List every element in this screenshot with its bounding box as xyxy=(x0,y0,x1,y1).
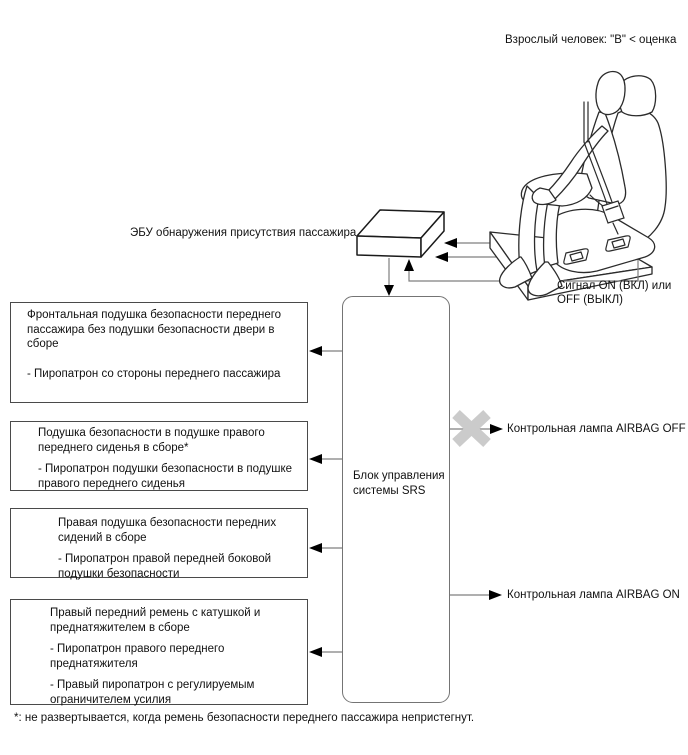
squib-box-title: Подушка безопасности в подушке правого переднего сиденья в сборе* xyxy=(38,427,265,454)
arrow-into-ecu-upper xyxy=(444,238,457,248)
arrow-into-ecu-lower xyxy=(435,252,448,262)
srs-control-unit-label xyxy=(353,469,445,499)
ecu-label: ЭБУ обнаружения присутствия пассажира xyxy=(130,227,357,239)
squib-box-belt-pretensioner xyxy=(10,599,308,705)
srs-label-line2: системы SRS xyxy=(353,485,426,497)
squib-box-title: Фронтальная подушка безопасности переднего пассажира без подушки безопасности двери в сборе xyxy=(27,309,282,350)
arrow-into-box2 xyxy=(309,454,322,464)
arrow-airbag-on xyxy=(489,590,502,600)
arrow-into-box3 xyxy=(309,543,322,553)
squib-box-bullet: - Пиропатрон правой передней боковой подушки безопасности xyxy=(58,553,272,580)
srs-control-unit-box xyxy=(342,296,450,703)
squib-box-bullet: - Пиропатрон правого переднего преднатяжителя xyxy=(50,643,225,670)
squib-box-side-airbag xyxy=(10,508,308,578)
arrow-ecu-to-srs xyxy=(384,285,394,296)
squib-box-bullet: - Пиропатрон со стороны переднего пассажира xyxy=(27,367,281,380)
signal-on-off-label xyxy=(557,279,671,307)
arrow-signal-into-ecu xyxy=(404,259,414,271)
ecu-3d-box xyxy=(357,210,444,257)
signal-label-line2: OFF (ВЫКЛ) xyxy=(557,294,623,306)
squib-box-front-passenger-airbag xyxy=(10,302,308,403)
arrow-airbag-off xyxy=(490,424,503,434)
squib-box-seat-cushion-airbag xyxy=(10,421,308,491)
squib-box-bullet: - Правый пиропатрон с регулируемым ограничителем усилия xyxy=(50,679,255,706)
airbag-off-lamp-label: Контрольная лампа AIRBAG OFF xyxy=(507,423,686,435)
squib-box-bullet: - Пиропатрон подушки безопасности в подушке правого переднего сиденья xyxy=(38,463,292,490)
arrow-into-box1 xyxy=(309,346,322,356)
srs-label-line1: Блок управления xyxy=(353,470,445,482)
footnote: *: не развертывается, когда ремень безопасности переднего пассажира непристегнут. xyxy=(14,712,475,724)
airbag-on-lamp-label: Контрольная лампа AIRBAG ON xyxy=(507,589,680,601)
squib-box-title: Правый передний ремень с катушкой и преднатяжителем в сборе xyxy=(50,607,261,634)
person-head xyxy=(596,72,625,115)
signal-label-line1: Сигнал ON (ВКЛ) или xyxy=(557,280,672,292)
squib-box-title: Правая подушка безопасности передних сидений в сборе xyxy=(58,517,277,544)
arrow-into-box4 xyxy=(309,647,322,657)
adult-grade-label: Взрослый человек: "В" < оценка xyxy=(505,34,677,46)
